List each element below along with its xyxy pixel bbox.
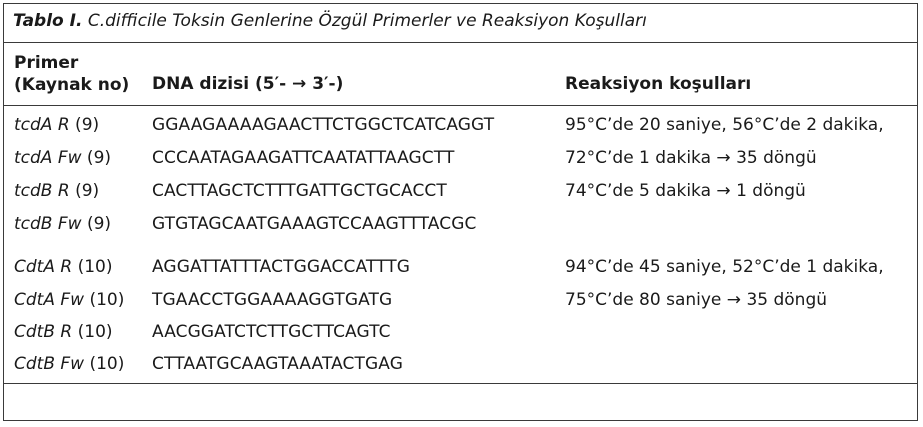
primer-ref: (9) <box>69 115 100 135</box>
primer-ref: (9) <box>69 181 100 201</box>
reaction-condition: 75°C’de 80 saniye → 35 döngü <box>565 290 828 310</box>
primer-cell <box>14 181 99 201</box>
table-rule-top <box>3 42 918 43</box>
reaction-condition: 74°C’de 5 dakika → 1 döngü <box>565 181 806 201</box>
table-caption <box>13 11 647 31</box>
primer-ref: (10) <box>84 290 125 310</box>
primer-gene: tcdB R <box>14 181 70 201</box>
caption-label: Tablo I. <box>13 11 83 31</box>
primer-gene: CdtB R <box>14 322 73 342</box>
primer-ref: (9) <box>81 148 112 168</box>
primer-cell <box>14 115 99 135</box>
primer-ref: (10) <box>72 322 113 342</box>
primer-gene: tcdA Fw <box>14 148 82 168</box>
header-primer <box>14 52 129 96</box>
dna-sequence: CTTAATGCAAGTAAATACTGAG <box>152 354 403 374</box>
primer-cell <box>14 148 111 168</box>
dna-sequence: AGGATTATTTACTGGACCATTTG <box>152 257 411 277</box>
primer-gene: CdtA R <box>14 257 73 277</box>
dna-sequence: GTGTAGCAATGAAAGTCCAAGTTTACGC <box>152 214 477 234</box>
table-frame <box>3 3 918 421</box>
primer-cell <box>14 290 124 310</box>
primer-cell <box>14 214 111 234</box>
table-rule-bottom <box>3 383 918 384</box>
reaction-condition: 72°C’de 1 dakika → 35 döngü <box>565 148 817 168</box>
primer-ref: (9) <box>81 214 112 234</box>
table-rule-header <box>3 105 918 106</box>
primer-cell <box>14 354 124 374</box>
primer-ref: (10) <box>84 354 125 374</box>
primer-gene: CdtB Fw <box>14 354 85 374</box>
header-primer-line2: (Kaynak no) <box>14 75 130 95</box>
primer-cell <box>14 257 112 277</box>
primer-gene: tcdA R <box>14 115 70 135</box>
header-reaksiyon: Reaksiyon koşulları <box>565 74 752 94</box>
dna-sequence: CACTTAGCTCTTTGATTGCTGCACCT <box>152 181 447 201</box>
dna-sequence: TGAACCTGGAAAAGGTGATG <box>152 290 393 310</box>
primer-ref: (10) <box>72 257 113 277</box>
dna-sequence: GGAAGAAAAGAACTTCTGGCTCATCAGGT <box>152 115 495 135</box>
primer-gene: CdtA Fw <box>14 290 85 310</box>
primer-cell <box>14 322 113 342</box>
caption-text: C.difficile Toksin Genlerine Özgül Primerler ve Reaksiyon Koşulları <box>82 11 647 31</box>
primer-gene: tcdB Fw <box>14 214 82 234</box>
header-dna: DNA dizisi (5′- → 3′-) <box>152 74 344 94</box>
dna-sequence: AACGGATCTCTTGCTTCAGTC <box>152 322 391 342</box>
header-primer-line1: Primer <box>14 53 79 73</box>
reaction-condition: 95°C’de 20 saniye, 56°C’de 2 dakika, <box>565 115 884 135</box>
dna-sequence: CCCAATAGAAGATTCAATATTAAGCTT <box>152 148 455 168</box>
reaction-condition: 94°C’de 45 saniye, 52°C’de 1 dakika, <box>565 257 884 277</box>
